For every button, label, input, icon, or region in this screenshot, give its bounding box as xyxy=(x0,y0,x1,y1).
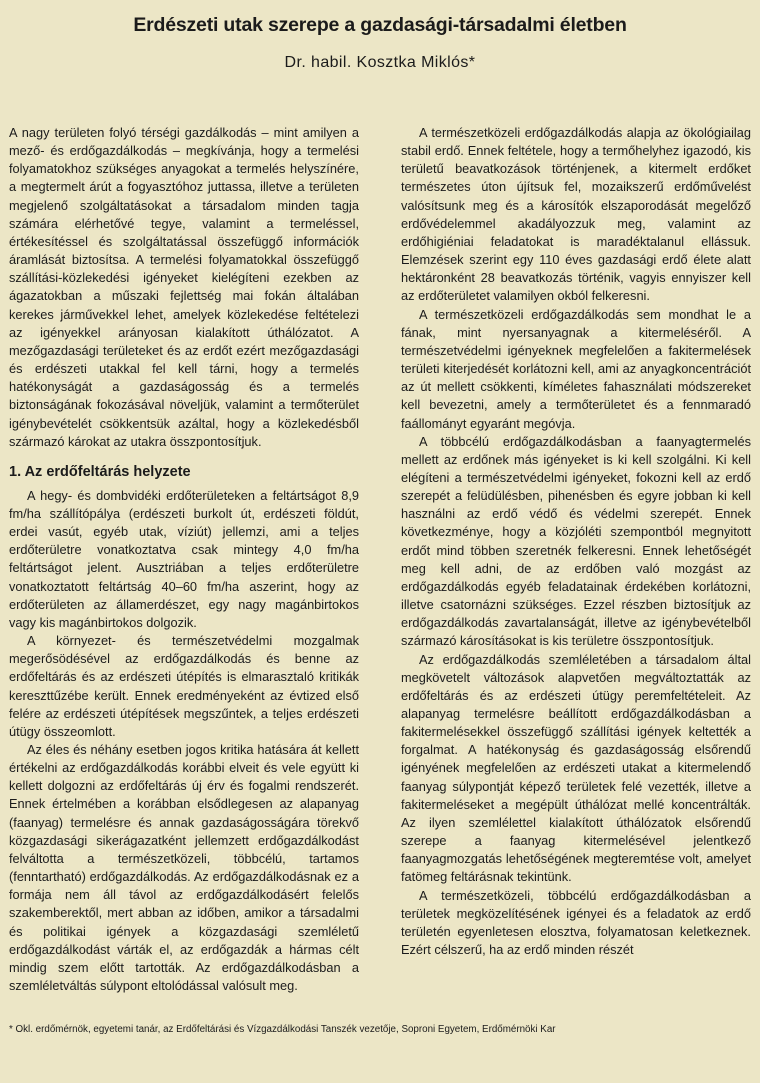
author-line: Dr. habil. Kosztka Miklós* xyxy=(284,54,476,71)
section-heading: 1. Az erdőfeltárás helyzete xyxy=(9,463,191,480)
left-paragraph-1: A hegy- és dombvidéki erdőterületeken a feltártságot 8,9 fm/ha szállítópálya (erdészeti burkolt út, erdészeti földút, erdei vasút, egyéb utak, víziút) jellemzi, ami a teljes erdőterületre vonatkoztatva csak mintegy 4,0 fm/ha feltártságot jelent. Ausztriában a teljes erdőterületre vonatkoztatott feltártság 40–60 fm/ha aszerint, hogy az erdőterületen az államerdészet, egy nagy magánbirtokos vagy kis magánbirtokos dolgozik. xyxy=(9,487,359,630)
right-paragraph-4: Az erdőgazdálkodás szemléletében a társadalom által megkövetelt változások alapvetően megváltoztatták az erdőfeltárás és az erdészeti útügy peremfeltételeit. Az alapanyag termelésre beállított erdőgazdálkodásban a fakitermelésekkel összefüggő szállítási igények keltették a forgalmat. A hatékonyság és gazdaságosság elsőrendű igényének megfelelően az erdészeti utakat a kitermelendő faanyag súlypontját képező területek felé vezették, illetve a fakitermeléseket a megépült úthálózat mellé koncentrálták. Az ilyen szemlélettel kialakított úthálózatok elsőrendű szerepe a faanyag kitermelésével jelentkező faanyagmozgatás lehetőségének megteremtése volt, amelyet fatömeg feltárásnak tekintünk. xyxy=(401,651,751,885)
right-paragraph-3: A többcélú erdőgazdálkodásban a faanyagtermelés mellett az erdőnek más igényeket is ki kell szolgálni. Ki kell elégíteni a természetvédelmi igényeket, fokozni kell az erdő szerepét a felüdülésben, pihenésben és egyre jobban ki kell használni az erdő védő és védelmi szerepét. Ennek következménye, hogy a közjóléti szempontból megnyitott erdőt mind többen szeretnék felkeresni. Ennek lehetőségét meg kell adni, de az erdőben való mozgást az erdőgazdálkodás egyéb feladatainak érdekében korlátozni, illetve csatornázni szükséges. Ezzel részben biztosítjuk az erdőgazdálkodás zavartalanságát, illetve az igénybevételből származó károsításokat is kis területre összpontosítjuk. xyxy=(401,433,751,649)
left-paragraph-2: A környezet- és természetvédelmi mozgalmak megerősödésével az erdőgazdálkodás és benne az erdőfeltárás és az erdészeti útépítés is elmarasztaló kritikák kereszttűzébe került. Ennek eredményeként az évtized első felére az erdészeti útépítések megszűntek, a teljes erdészeti útügy összeomlott. xyxy=(9,633,359,739)
left-column xyxy=(9,124,359,995)
author-footnote: * Okl. erdőmérnök, egyetemi tanár, az Erdőfeltárási és Vízgazdálkodási Tanszék vezetője, Soproni Egyetem, Erdőmérnöki Kar xyxy=(9,1024,556,1035)
intro-paragraph: A nagy területen folyó térségi gazdálkodás – mint amilyen a mező- és erdőgazdálkodás – megkívánja, hogy a termelési folyamatokhoz szükséges anyagokat a termelés helyszínére, a megtermelt árút a fogyasztóhoz juttassa, illetve a területen megjelenő szolgáltatásokat a társadalom minden tagja számára elérhetővé tegye, valamint a termeléssel, értékesítéssel és szolgáltatással összefüggő információk áramlását biztosítsa. A termelési folyamatokkal összefüggő szállítási-közlekedési igényeket kielégíteni ezekben az ágazatokban a műszaki fejlettség mai fokán általában kerekes járművekkel lehet, amelyek közlekedése feltételezi az igényekkel arányosan kialakított úthálózatot. A mezőgazdasági területeket és az erdőt ezért mezőgazdasági és erdészeti utakkal fel kell tárni, hogy a termelés hatékonyságát a gazdaságosság és a termelés biztonságának fokozásával növeljük, valamint a termőterület igénybevételét csökkentsük azáltal, hogy a közlekedésből származó károkat az utakra összpontosítjuk. xyxy=(9,125,359,449)
left-paragraph-3: Az éles és néhány esetben jogos kritika hatására át kellett értékelni az erdőgazdálkodás korábbi elveit és vele együtt ki kellett dolgozni az erdőfeltárás új érv és fogalmi rendszerét. Ennek értelmében a korábban elsődlegesen az alapanyag (faanyag) termelésre és annak gazdaságosságára törekvő közgazdasági sikerágazatként jellemzett erdőgazdálkodást felváltotta a természetközeli, többcélú, tartamos (fenntartható) erdőgazdálkodás. Az erdőgazdálkodásnak ez a formája nem áll távol az erdőgazdálkodásért felelős szakemberektől, mert abban az időben, amikor a társadalmi és politikai igények a közgazdasági szemléletű erdőgazdálkodást várták el, az erdőgazdák a hármas célt mindig szem előtt tartották. Az erdőgazdálkodásban a szemléletváltás súlypont eltolódással valósult meg. xyxy=(9,742,359,994)
article-title: Erdészeti utak szerepe a gazdasági-társadalmi életben xyxy=(133,14,627,36)
right-paragraph-5: A természetközeli, többcélú erdőgazdálkodásban a területek megközelítésének igényei és a feladatok az erdő területén egyenletesen elosztva, folyamatosan keletkeznek. Ezért célszerű, ha az erdő minden részét xyxy=(401,887,751,958)
right-paragraph-2: A természetközeli erdőgazdálkodás sem mondhat le a fának, mint nyersanyagnak a kitermeléséről. A természetvédelmi igényeknek megfelelően a fakitermelések területi kiterjedését korlátozni kell, ami az anyagkoncentrációt az út mellett csökkenti, kíméletes fahasználati módszereket kell bevezetni, amely a termőterületet és a fennmaradó faállományt egyaránt megóvja. xyxy=(401,306,751,431)
right-column xyxy=(401,124,751,959)
right-paragraph-1: A természetközeli erdőgazdálkodás alapja az ökológiailag stabil erdő. Ennek feltétele, hogy a termőhelyhez igazodó, kis területű beavatkozások történjenek, a kitermelt erdőket természetes úton újítsuk fel, mozaikszerű erdőművelést valósítsunk meg és a károsítók elszaporodását megelőző erdővédelemmel akadályozzuk meg, valamint az erdőhigiéniai feladatokat is maradéktalanul ellássuk. Elemzések szerint egy 110 éves gazdasági erdő élete alatt hektáronként 28 beavatkozás történik, vagyis ennyiszer kell az erdőterületet valamilyen okból felkeresni. xyxy=(401,125,751,304)
